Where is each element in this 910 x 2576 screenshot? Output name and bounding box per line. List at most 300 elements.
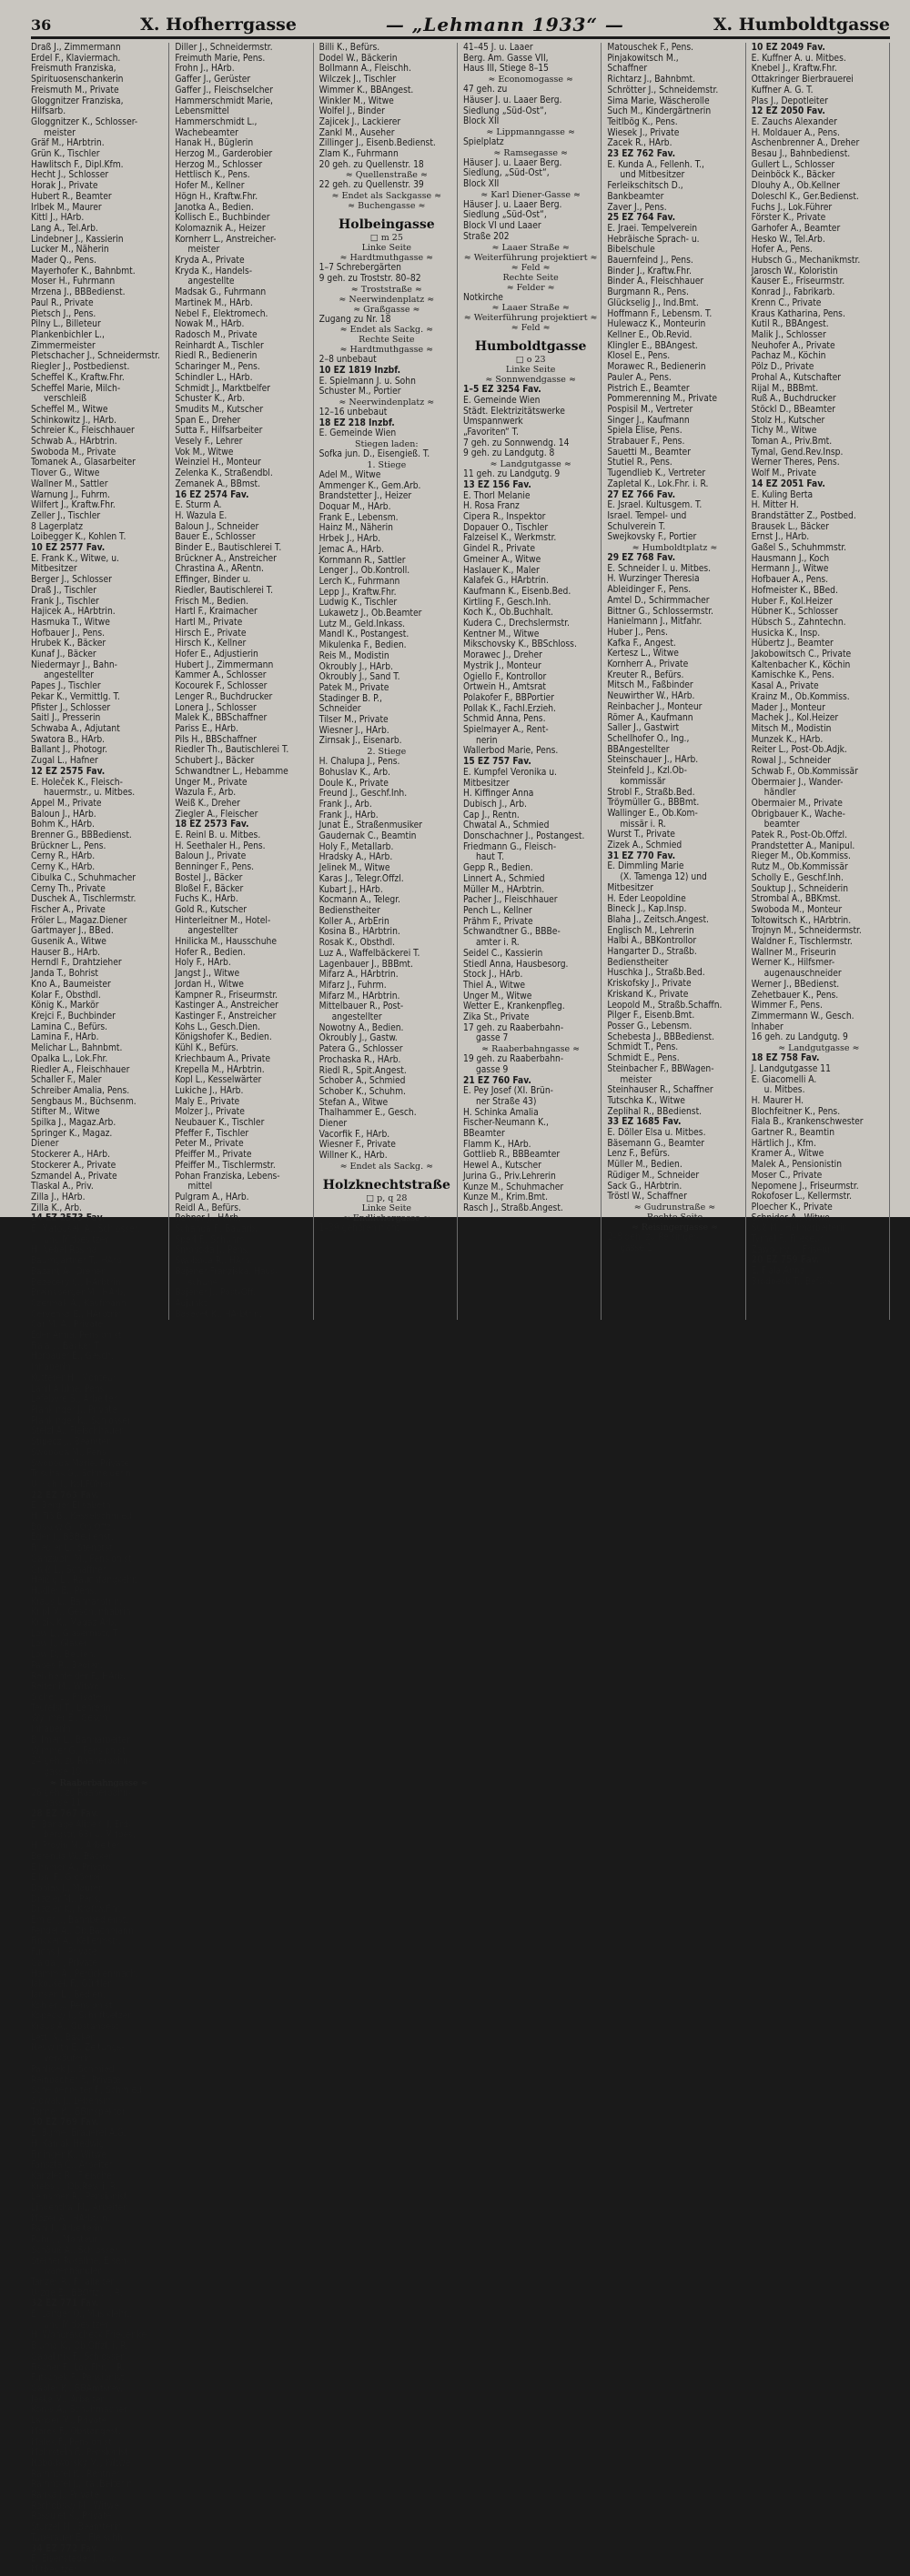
directory-entry: E. Pey Josef (XI. Brün- <box>462 1086 553 1097</box>
directory-column <box>31 43 169 1320</box>
directory-entry: Zawodny J., Friseur <box>751 1244 831 1255</box>
directory-entry: Fincker A., Kellermstr. <box>31 1937 121 1947</box>
directory-entry: Zelenka K., Straßendbl. <box>175 468 273 479</box>
directory-entry: 27 EZ 766 Fav. <box>607 489 676 500</box>
cross-street: ≈ Gudrunstraße ≈ <box>633 1202 716 1213</box>
directory-entry: Zeller J., Tischler <box>31 510 101 521</box>
directory-entry: Ludwig K., Tischler <box>318 598 398 609</box>
directory-entry: Gartmayer J., BBed. <box>31 926 114 937</box>
directory-entry: E. Kunda A., Fellenh. T., <box>607 159 704 170</box>
directory-entry: Gabler K., BBAmtsrev. <box>31 2383 124 2394</box>
directory-entry: Mittelbauer R., Post- <box>318 1001 404 1012</box>
directory-entry: Hermann J., Witwe <box>751 564 829 575</box>
directory-entry: gasse 1 <box>620 1243 652 1253</box>
directory-entry: Spielplatz <box>462 136 504 147</box>
directory-entry: Dobias J., Maurer <box>31 1883 103 1894</box>
directory-entry: Schmidt J., Marktbelfer <box>175 383 271 394</box>
directory-entry: Ploecher K., Private <box>751 1202 833 1213</box>
directory-entry: Garhofer A., Beamter <box>751 223 841 234</box>
directory-entry: E. Gemeinde Wien <box>462 395 541 406</box>
directory-entry: Hanielmann J., Mitfahr. <box>607 617 703 628</box>
directory-entry: Vesely F., Lehrer <box>175 437 243 448</box>
directory-entry: Rossulet K., Private <box>31 2511 112 2522</box>
directory-entry: Schäuß A., Schlosser <box>31 2245 118 2256</box>
directory-entry: Radosch M., Private <box>175 329 258 340</box>
directory-entry: Stefan A., Witwe <box>318 1097 389 1108</box>
directory-entry: Brückner L., Pens. <box>31 840 106 851</box>
directory-entry: Siedlung „Süd-Ost“, <box>462 210 547 221</box>
directory-entry: Junat E., Straßenmusiker <box>318 820 423 831</box>
directory-entry: Hausmann J., Koch <box>751 553 830 564</box>
directory-entry: 10 EZ 1819 Inzbf. <box>318 365 401 376</box>
directory-entry: Glückselig J., Ind.Bmt. <box>607 297 699 308</box>
directory-entry: Zugang zu Nr. 18 <box>318 314 391 325</box>
directory-entry: Kubart J., HArb. <box>318 884 383 895</box>
directory-entry: Förster K., Private <box>751 213 826 224</box>
cross-street: ≈ Laaer Straße ≈ <box>491 303 570 314</box>
directory-entry: Rijal M., BBBmt. <box>751 383 819 394</box>
directory-entry: Baloun J., HArb. <box>31 809 96 820</box>
directory-entry: Hamm A., Perückenmach. <box>31 1968 139 1979</box>
directory-entry: Koller A., ArbErin <box>318 916 389 927</box>
directory-entry: Kryda A., Private <box>175 256 245 267</box>
directory-entry: Nepomene J., Friseurmstr. <box>751 1181 859 1192</box>
directory-entry: Stockerer A., Private <box>31 1160 116 1171</box>
directory-entry: Moser C., Private <box>751 1170 823 1181</box>
directory-entry: Hilfsarb. <box>31 106 66 117</box>
directory-entry: Car M. A., Private <box>31 1320 104 1331</box>
directory-entry: Appel M., Private <box>31 798 102 809</box>
directory-entry: Matouschek F., Pens. <box>607 43 694 53</box>
directory-entry: Binder J., Kraftw.Fhr. <box>607 266 692 277</box>
directory-entry: Kno A., Baumeister <box>31 979 111 990</box>
directory-entry: Prandstetter A., Manipul. <box>751 840 855 851</box>
directory-entry: Wilczek J., Tischler <box>318 75 397 86</box>
directory-entry: amter i. R. <box>475 938 520 949</box>
page-title: — „Lehmann 1933“ — <box>385 14 624 35</box>
directory-entry: Pfister J., Schlosser <box>31 702 111 713</box>
directory-entry: Hartl M., Private <box>175 617 243 628</box>
directory-entry: Krizik K., Magaz.Arb. <box>31 1618 117 1629</box>
directory-entry: Jarosch W., Koloristin <box>751 266 838 277</box>
directory-entry: Ballant J., Photogr. <box>31 745 108 756</box>
directory-entry: Holy F., HArb. <box>175 958 231 969</box>
directory-entry: Englisch M., Lehrerin <box>607 925 694 936</box>
directory-entry: Fiala J., Bäcker T. <box>31 1341 101 1352</box>
cross-street: ≈ Landgutgasse ≈ <box>490 459 571 470</box>
directory-entry: H. Wurzinger Theresia <box>607 574 700 585</box>
directory-entry: Schuster K., Arb. <box>175 394 245 405</box>
directory-entry: Kopecky J., Schriftsetzer <box>31 2011 132 2022</box>
directory-entry: Hofer M., Kellner <box>175 181 245 192</box>
directory-entry: Klingler E., BBAngest. <box>607 340 698 351</box>
directory-entry: Mozer A., HArbtrin. <box>31 2213 110 2224</box>
cross-street: ≈ Weiterführung projektiert ≈ <box>463 252 598 263</box>
directory-entry: händler <box>763 788 796 799</box>
directory-entry: Drazler M., Pens. <box>31 1894 102 1905</box>
directory-entry: Hangarter D., Straßb. <box>607 947 697 958</box>
directory-entry: 24 geh. zu Raaberbahn- <box>31 1756 132 1767</box>
directory-entry: Jangst J., Witwe <box>175 969 240 980</box>
directory-entry: Steinschauer J., HArb. <box>607 755 699 766</box>
directory-entry: Szmandel A., Private <box>31 1171 117 1182</box>
directory-entry: Kreuter R., Befürs. <box>607 669 684 680</box>
directory-entry: Wiesek J., Private <box>607 127 680 138</box>
directory-entry: Ferleikschitsch D., <box>607 181 683 192</box>
directory-entry: Lenger R., Buchdrucker <box>175 691 273 702</box>
directory-entry: E. Schneider I. u. Mitbes. <box>607 563 712 574</box>
directory-entry: Moser H., Fuhrmann <box>31 277 116 287</box>
directory-entry: Bauernfeind J., Pens. <box>607 256 693 267</box>
cross-street: ≈ Weiterführung projektiert ≈ <box>463 313 598 324</box>
directory-entry: Papes R., Bedien. <box>31 1660 104 1671</box>
directory-entry: Hofbauer A., Pens. <box>751 575 829 586</box>
directory-entry: Kraus Katharina, Pens. <box>751 308 845 319</box>
directory-entry: Dopauer O., Tischler <box>462 522 549 533</box>
directory-entry: Kocourek F., Schlosser <box>175 681 268 692</box>
directory-entry: Thalhammer E., Gesch. <box>318 1108 417 1119</box>
directory-entry: Lanil Albine, Pens. <box>31 1384 107 1394</box>
directory-entry: Spielmayer A., Rent- <box>462 725 549 736</box>
directory-entry: 31 EZ 770 Fav. <box>607 850 676 861</box>
directory-entry: Ramhofel K., Rentner <box>31 2469 120 2480</box>
directory-entry: Siedlung „Süd-Ost“, <box>462 106 547 116</box>
directory-entry: Zirnsak J., Eisenarb. <box>318 736 402 747</box>
directory-entry: missär i. R. <box>620 819 666 830</box>
directory-entry: beamter <box>763 820 800 830</box>
directory-entry: Schreiber Amalia, Pens. <box>31 1085 130 1096</box>
directory-entry: Kosina B., HArbtrin. <box>318 927 400 938</box>
directory-entry: Frank E., Lebensm. <box>318 512 399 523</box>
directory-entry: Reinhardt A., Tischler <box>175 340 264 351</box>
directory-entry: H. Eder Leopoldine <box>607 893 686 904</box>
directory-entry: Zehetbauer K., Pens. <box>751 990 839 1001</box>
directory-entry: Bollmann A., Fleischh. <box>318 64 411 75</box>
directory-entry: mittel <box>187 1182 213 1192</box>
directory-entry: Basecet K., HArbtrin. <box>175 1309 262 1320</box>
directory-entry: Herzog M., Schlosser <box>175 159 263 170</box>
directory-entry: Lonera J., Schlosser <box>175 702 257 713</box>
directory-entry: Gaßel S., Schuhmmstr. <box>751 543 847 554</box>
directory-entry: Mitbesitzer <box>31 2564 77 2575</box>
directory-entry: Patek R., Post-Ob.Offzl. <box>751 830 847 841</box>
directory-entry: Pilger F., Eisenb.Bmt. <box>607 1011 695 1021</box>
directory-entry: Schulverein T. <box>607 521 666 532</box>
directory-entry: Prochaska R., HArb. <box>318 1054 401 1065</box>
directory-entry: verschleiß <box>44 394 86 405</box>
directory-entry: Stock J., HArb. <box>462 970 523 981</box>
cross-street: ≈ Endet als Sackg. ≈ <box>339 1161 434 1172</box>
directory-entry: Wallerbod Marie, Pens. <box>462 746 559 757</box>
directory-entry: Fischer A., Private <box>31 904 106 915</box>
directory-entry: Pommerenning M., Private <box>607 394 718 405</box>
directory-entry: 21 EZ 760 Fav. <box>462 1075 531 1086</box>
directory-entry: Stifter M., Witwe <box>31 1107 100 1118</box>
directory-entry: Stadinger B. P., <box>318 693 382 704</box>
directory-entry: Stutiel R., Pens. <box>607 458 672 468</box>
directory-entry: Malek K., BBSchaffner <box>175 713 268 724</box>
directory-entry: Steinhauser R., Schaffner <box>607 1085 713 1096</box>
directory-entry: ner Straße 43) <box>475 1096 537 1107</box>
directory-entry: Kammer A., Schlosser <box>175 670 267 681</box>
directory-entry: Bedienstheiter <box>607 957 669 968</box>
directory-entry: gasse 9 <box>475 1064 509 1075</box>
directory-entry: Mikschovsky K., BBSchloss. <box>462 639 577 650</box>
directory-entry: E. Eisensteder J. und <box>31 2554 117 2565</box>
directory-entry: u. Mitbes. <box>763 1085 805 1096</box>
directory-entry: Schnider A., Witwe <box>751 1213 830 1223</box>
directory-entry: Rehner J., HArb. <box>175 1213 241 1224</box>
directory-entry: Friedler L., Stenotst. <box>31 1544 116 1555</box>
directory-entry: Mohrstein F., Pensionist <box>31 2448 128 2459</box>
directory-entry: Jakobowitsch C., Private <box>751 649 852 660</box>
directory-entry: Brandstetter J., Heizer <box>318 491 412 502</box>
directory-entry: Fischer-Neumann K., <box>462 1118 549 1129</box>
directory-entry: Bauer E., Schlosser <box>175 532 256 543</box>
directory-entry: Berger J., Schlosser <box>31 575 112 586</box>
directory-entry: Patek M., Private <box>318 682 389 693</box>
directory-entry: Tilser M., Private <box>318 715 389 726</box>
directory-entry: Kunze M., Krim.Bmt. <box>462 1192 548 1203</box>
directory-entry: Kirtling F., Gesch.Inh. <box>462 597 551 608</box>
directory-entry: Lerch K., Fuhrmann <box>318 576 400 587</box>
directory-entry: BBeamter <box>462 1129 505 1140</box>
directory-entry: Hofmeister K., BBed. <box>751 585 838 596</box>
directory-entry: Frisch M., Bedien. <box>175 596 249 607</box>
directory-entry: Haus III, Stiege 8–15 <box>462 64 549 75</box>
directory-entry: 8 Lagerplatz <box>31 521 84 532</box>
directory-entry: Lucker M., Näherin <box>31 245 109 256</box>
directory-entry: Nowotny A., Bedien. <box>318 1022 404 1033</box>
directory-entry: Brenner G., BBBedienst. <box>31 830 132 841</box>
directory-entry: Reiter M., Witwe <box>31 1682 99 1693</box>
directory-entry: Pariss E., HArb. <box>175 724 238 734</box>
directory-entry: 11 geh. zu Landgutg. 9 <box>462 469 561 480</box>
directory-entry: 28 EZ 767 Fav. <box>31 1809 99 1820</box>
directory-entry: Hnilicka M., Hausschuhe <box>175 937 277 948</box>
directory-entry: Zeplihal R., BBedienst. <box>607 1106 703 1117</box>
directory-entry: Werner K., Hilfsmer- <box>751 958 835 969</box>
directory-entry: Riedler A., Fleischhauer <box>31 1064 130 1075</box>
directory-entry: Gindel R., Private <box>462 544 536 555</box>
directory-entry: Pietsch J., Pens. <box>31 308 96 319</box>
directory-entry: Reiter L., Post-Ob.Adjk. <box>751 745 847 756</box>
directory-entry: Reichenfelder F., HArb. <box>31 1671 126 1682</box>
directory-entry: Schaller F., Maler <box>31 1075 102 1086</box>
directory-entry: Paul R., Private <box>31 297 94 308</box>
directory-entry: 10 EZ 2577 Fav. <box>31 543 106 554</box>
directory-entry: Ottakringer Bierbrauerei <box>751 75 854 86</box>
directory-entry: Cerny Th., Private <box>31 883 106 894</box>
cross-street: ≈ Hardtmuthgasse ≈ <box>339 253 434 264</box>
directory-entry: Heißig L., Rauchfangkehr. <box>31 1575 137 1586</box>
directory-entry: Springer K., Magaz. <box>31 1128 113 1139</box>
directory-entry: Lefebvre S., Arbeiter <box>31 1394 117 1405</box>
directory-entry: Kriskofsky J., Private <box>607 979 692 990</box>
directory-entry: Pulgram A., HArb. <box>175 1192 249 1202</box>
directory-entry: Donschachner J., Postangest. <box>462 831 585 842</box>
directory-entry: Pfeiffer M., Tischlermstr. <box>175 1160 276 1171</box>
directory-entry: Stöckl D., BBeamter <box>751 404 836 415</box>
directory-entry: Chrastina A., ARentn. <box>175 564 264 575</box>
directory-entry: Firlinger K., Witwe <box>31 2149 106 2160</box>
directory-entry: Groß L., Schaffner <box>31 1565 106 1575</box>
directory-entry: Willner K., HArb. <box>318 1151 388 1162</box>
directory-entry: Stiedl Anna, Hausbesorg. <box>462 959 569 970</box>
directory-entry: Pollak K., Fachl.Erzieh. <box>462 703 556 714</box>
cross-street: ≈ Laaer Straße ≈ <box>491 242 570 253</box>
directory-entry: Herzog M., Garderobier <box>175 149 273 160</box>
directory-entry: Pilny L., Billeteur <box>31 319 101 330</box>
directory-entry: und Mitbesitzer <box>44 1234 108 1245</box>
directory-entry: Lutz M., Geld.Inkass. <box>318 619 406 629</box>
directory-entry: Wyllmer E., Gesch. <box>31 1714 110 1725</box>
directory-column <box>31 1320 169 2575</box>
directory-entry: Schaffner <box>607 64 648 75</box>
directory-entry: Morawec R., Bedienerin <box>607 362 706 373</box>
directory-entry: Hammerschmidt L., <box>175 116 258 127</box>
directory-entry: Swatora B., HArb. <box>31 734 106 745</box>
directory-entry: Loibegger K., Kohlen T. <box>31 532 126 543</box>
directory-entry: Schellhofer O., Ing., <box>607 734 690 744</box>
directory-entry: Tugendlieb K., Vertreter <box>607 468 706 479</box>
cross-street: ≈ Troststraße ≈ <box>350 284 422 295</box>
section-label: Linke Seite <box>361 1202 412 1213</box>
directory-column <box>319 43 458 1320</box>
directory-entry: E. Jsrael. Kultusgem. T. <box>607 500 703 511</box>
directory-entry: 15 EZ 757 Fav. <box>462 757 531 768</box>
directory-entry: Konrad J., Fabrikarb. <box>751 287 835 298</box>
directory-entry: Rasch J., Straßb.Angest. <box>462 1202 563 1213</box>
directory-entry: Schinkowitz J., HArb. <box>31 415 117 426</box>
directory-entry: Neuwirth E., Zeitungs- <box>31 2043 125 2054</box>
directory-entry: E. Fiala Anna <box>751 1266 805 1277</box>
directory-entry: Zaver J., Pens. <box>607 202 667 213</box>
directory-entry: Hübsch S., Zahntechn. <box>751 617 846 628</box>
directory-entry: Zimmermeister <box>31 340 96 351</box>
directory-entry: Amtel D., Schirmmacher <box>607 595 710 606</box>
directory-entry: Stolz H., Kutscher <box>751 415 825 426</box>
directory-entry: Wilfert J., Kraftw.Fhr. <box>31 500 116 511</box>
directory-entry: Spilka J., Magaz.Arb. <box>31 1118 116 1129</box>
directory-entry: Spiela Elise, Pens. <box>607 426 682 437</box>
directory-entry: Pletschacher J., Schneidermstr. <box>31 351 160 362</box>
directory-entry: Jelinek M., Witwe <box>318 863 390 874</box>
directory-entry: Zugal L., Hafner <box>31 756 98 767</box>
directory-entry: Malek A., Pensionistin <box>751 1160 843 1171</box>
directory-entry: Steiner Rosaline, Eisen- <box>31 2256 129 2267</box>
directory-entry: Scholly E., Geschf.Inh. <box>751 872 844 883</box>
directory-entry: Riedler Th., Bautischlerei T. <box>175 745 289 756</box>
directory-entry: Low L., Glasermstr. T. <box>31 1628 120 1639</box>
directory-entry: Schuster M., Portier <box>318 387 401 397</box>
directory-entry: Bineck J., Kap.Insp. <box>607 904 687 915</box>
directory-entry: Kafka F., Angest. <box>607 638 676 649</box>
directory-entry: Prohal A., Kutschafter <box>751 372 842 383</box>
directory-entry: Wimmer G., Pensionist <box>31 1746 126 1756</box>
directory-entry: Kampner R., Friseurmstr. <box>175 990 278 1001</box>
directory-entry: Müller M., Bedien. <box>607 1160 682 1171</box>
directory-entry: Kolomaznik A., Heizer <box>175 223 266 234</box>
directory-entry: Bittner G., Schlossermstr. <box>607 606 713 617</box>
directory-column <box>175 43 313 1320</box>
directory-entry: Diener <box>318 1119 348 1130</box>
directory-entry: Tutschka K., Witwe <box>607 1095 685 1106</box>
directory-entry: Flamm K., HArb. <box>462 1139 531 1150</box>
directory-entry: Brausek L., Bäcker <box>751 521 829 532</box>
directory-entry: Rokofoser L., Kellermstr. <box>751 1192 852 1202</box>
directory-entry: Dlouhy A., Ob.Kellner <box>751 181 841 192</box>
directory-entry: Zillinger J., Eisenb.Bedienst. <box>318 138 436 149</box>
directory-entry: Waldner F., Tischlermstr. <box>751 937 853 948</box>
directory-entry: Zajicek J., Lackierer <box>318 116 401 127</box>
directory-entry: H. Schinka Amalia <box>462 1107 539 1118</box>
directory-entry: Riedl R., Bedienerin <box>175 351 258 362</box>
directory-entry: Mystrik J., Monteur <box>462 660 541 671</box>
directory-entry: Erdel F., Klaviermach. <box>31 53 121 64</box>
directory-entry: Smudits M., Kutscher <box>175 404 264 415</box>
directory-entry: Gaffer J., Gerüster <box>175 75 251 86</box>
directory-entry: Ernst J., HArb. <box>751 532 810 543</box>
directory-entry: Saitl J., Presserin <box>31 713 101 724</box>
directory-entry: E. Langer O., Musiklehr., <box>31 2309 132 2320</box>
directory-entry: Gartner R., Beamtin <box>751 1128 835 1139</box>
directory-entry: Kriskand K., Private <box>607 989 689 1000</box>
directory-entry: angestellter <box>331 1012 382 1023</box>
directory-entry: Pekar K., Vermittlg. T. <box>31 691 120 702</box>
directory-entry: Melichar L., Bahnbmt. <box>31 1043 123 1054</box>
directory-entry: Schmid Anna, Pens. <box>462 714 546 725</box>
directory-entry: 47 geh. zu <box>462 85 508 96</box>
directory-entry: Teufelsl T., Lehrerin <box>31 1703 111 1714</box>
directory-entry: gasse 11 <box>44 1798 82 1809</box>
cross-street: ≈ Graßgasse ≈ <box>353 304 420 315</box>
directory-entry: 13 EZ 156 Fav. <box>462 479 531 490</box>
left-heading: X. Hofherrgasse <box>140 15 297 35</box>
directory-entry: Schindler L., HArb. <box>175 372 253 383</box>
directory-entry: Gullert L., Schlosser <box>751 159 835 170</box>
cross-street: ≈ Quellenstraße ≈ <box>345 170 428 181</box>
directory-entry: Sperl F., Schuhm. <box>175 1234 248 1245</box>
directory-entry: Krebs J., Ob.Rev. i. R. <box>31 2181 118 2192</box>
directory-entry: Zizek A., Schmied <box>607 840 682 851</box>
directory-entry: Hubsch G., Mechanikmstr. <box>751 256 861 267</box>
directory-entry: Fröler L., Magaz.Diener <box>31 915 127 926</box>
directory-entry: warenhändler <box>44 2267 102 2278</box>
directory-entry: Breinsberger M., HArb. <box>31 1288 126 1299</box>
directory-entry: verkäuferin <box>44 2054 92 2065</box>
directory-entry: Kauser E., Friseurmstr. <box>751 277 845 287</box>
cross-street: ≈ Lippmanngasse ≈ <box>486 126 575 137</box>
directory-entry: Pospisil M., Vertreter <box>607 404 693 415</box>
directory-entry: Kastinger A., Anstreicher <box>175 1001 278 1011</box>
directory-entry: Mader J., Monteur <box>751 702 825 713</box>
directory-entry: Panlicek J., Schmied <box>31 2064 115 2075</box>
section-label: Linke Seite <box>361 243 412 254</box>
directory-entry: Gaballnik F., Schlosser <box>31 2351 124 2362</box>
directory-entry: Hinterleitner M., Hotel- <box>175 915 271 926</box>
directory-entry: Neuhofer A., Private <box>751 340 835 351</box>
directory-entry: Kripl M., Gesch.Inhabrin. <box>31 1607 134 1618</box>
directory-entry: Draß J., Tischler <box>31 585 96 596</box>
directory-entry: Deinböck K., Bäcker <box>751 170 835 181</box>
directory-entry: Knebel J., Kraftw.Fhr. <box>751 64 837 75</box>
directory-entry: Schober K., Schuhm. <box>318 1086 406 1097</box>
directory-entry: Opalka L., Lok.Fhr. <box>31 1053 108 1064</box>
directory-entry: Husicka K., Insp. <box>751 628 821 639</box>
directory-entry: Kutil R., BBAngest. <box>751 319 829 330</box>
directory-entry: Hofer E., Adjustierin <box>175 649 258 660</box>
